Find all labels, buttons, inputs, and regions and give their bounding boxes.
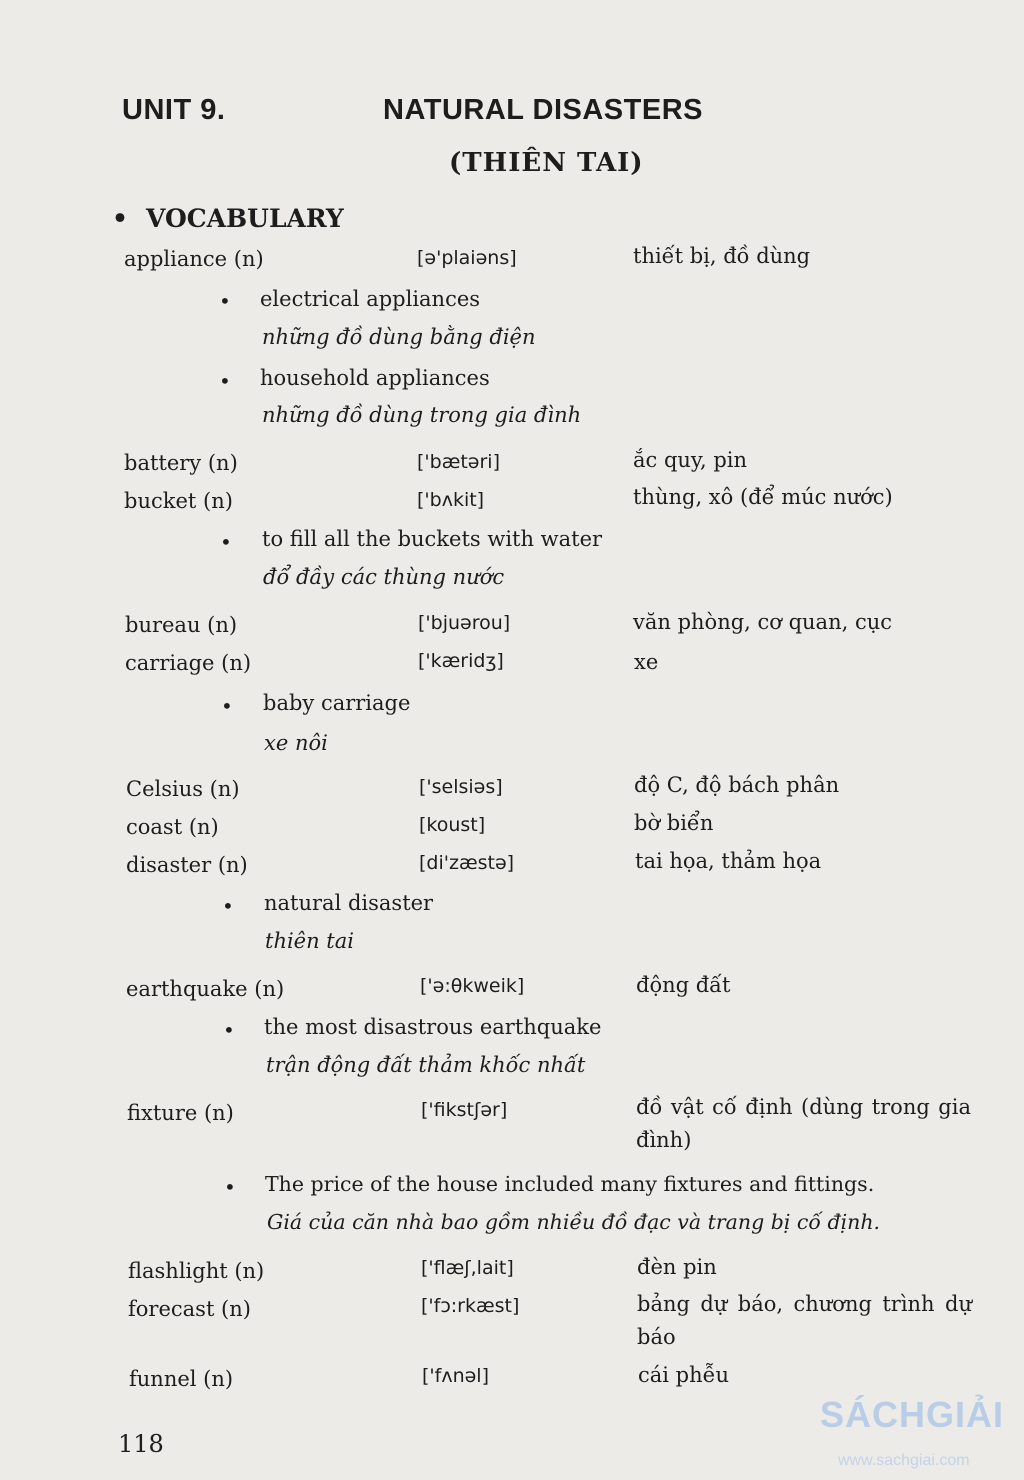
example-vi: những đồ dùng trong gia đình bbox=[262, 403, 582, 427]
example-en: electrical appliances bbox=[260, 287, 481, 311]
entry-word: forecast (n) bbox=[128, 1297, 251, 1321]
entry-phonetic: ['fikstʃər] bbox=[421, 1099, 508, 1121]
example-vi: những đồ dùng bằng điện bbox=[262, 325, 536, 349]
entry-meaning: đồ vật cố định (dùng trong gia đình) bbox=[636, 1095, 971, 1152]
entry-word: flashlight (n) bbox=[128, 1259, 265, 1283]
entry-meaning: bảng dự báo, chương trình dự báo bbox=[637, 1292, 972, 1349]
entry-phonetic: ['kæridʒ] bbox=[418, 650, 504, 672]
entry-meaning: cái phễu bbox=[638, 1363, 730, 1387]
entry-word: bureau (n) bbox=[125, 613, 238, 637]
bullet-icon: • bbox=[219, 369, 231, 393]
entry-phonetic: [koust] bbox=[419, 814, 486, 836]
entry-word: bucket (n) bbox=[124, 489, 233, 513]
bullet-icon: • bbox=[223, 1018, 235, 1042]
entry-word: disaster (n) bbox=[126, 853, 248, 877]
example-en: to fill all the buckets with water bbox=[262, 527, 603, 551]
entry-phonetic: ['bætəri] bbox=[417, 451, 500, 473]
section-heading bbox=[112, 204, 344, 233]
bullet-icon: • bbox=[221, 694, 233, 718]
entry-phonetic: ['bʌkit] bbox=[417, 489, 485, 511]
entry-meaning: ắc quy, pin bbox=[633, 448, 748, 472]
example-vi: xe nôi bbox=[264, 731, 328, 755]
entry-meaning: động đất bbox=[636, 973, 731, 997]
entry-word: fixture (n) bbox=[127, 1101, 234, 1125]
example-en: baby carriage bbox=[263, 691, 411, 715]
entry-word: coast (n) bbox=[126, 815, 219, 839]
entry-word: battery (n) bbox=[124, 451, 238, 475]
example-en: natural disaster bbox=[264, 891, 434, 915]
entry-word: carriage (n) bbox=[125, 651, 252, 675]
example-en: household appliances bbox=[260, 366, 490, 390]
unit-number: UNIT 9. bbox=[122, 94, 226, 126]
entry-meaning: tai họa, thảm họa bbox=[635, 849, 822, 873]
bullet-icon: • bbox=[220, 530, 232, 554]
example-en: the most disastrous earthquake bbox=[264, 1015, 602, 1039]
bullet-icon: • bbox=[224, 1175, 236, 1199]
unit-title: NATURAL DISASTERS bbox=[383, 94, 703, 126]
entry-phonetic: ['fʌnəl] bbox=[422, 1365, 489, 1387]
entry-phonetic: ['selsiəs] bbox=[419, 776, 503, 798]
example-en: The price of the house included many fixtures and fittings. bbox=[265, 1172, 875, 1196]
entry-meaning: xe bbox=[634, 650, 659, 674]
entry-meaning: văn phòng, cơ quan, cục bbox=[633, 610, 893, 634]
page-number: 118 bbox=[118, 1430, 164, 1458]
entry-phonetic: ['flæʃ,lait] bbox=[421, 1257, 514, 1279]
entry-meaning: thiết bị, đồ dùng bbox=[633, 244, 811, 268]
entry-phonetic: ['ə:θkweik] bbox=[420, 975, 525, 997]
entry-phonetic: ['fɔ:rkæst] bbox=[421, 1295, 520, 1317]
entry-meaning: độ C, độ bách phân bbox=[634, 773, 840, 797]
bullet-icon: • bbox=[112, 204, 128, 233]
entry-meaning: thùng, xô (để múc nước) bbox=[633, 485, 893, 509]
entry-phonetic: [di'zæstə] bbox=[419, 852, 515, 874]
example-vi: thiên tai bbox=[265, 929, 354, 953]
entry-word: appliance (n) bbox=[124, 247, 264, 271]
bullet-icon: • bbox=[222, 894, 234, 918]
watermark-logo: SÁCHGIẢI bbox=[820, 1394, 1005, 1435]
unit-subtitle: (THIÊN TAI) bbox=[449, 148, 644, 178]
entry-word: earthquake (n) bbox=[126, 977, 285, 1001]
entry-word: Celsius (n) bbox=[126, 777, 240, 801]
example-vi: trận động đất thảm khốc nhất bbox=[266, 1053, 586, 1077]
example-vi: Giá của căn nhà bao gồm nhiều đồ đạc và trang bị cố định. bbox=[267, 1210, 881, 1234]
entry-meaning: đèn pin bbox=[637, 1255, 717, 1279]
entry-phonetic: ['bjuərou] bbox=[418, 612, 511, 634]
entry-meaning: bờ biển bbox=[634, 811, 714, 835]
example-vi: đổ đầy các thùng nước bbox=[263, 565, 505, 589]
section-label: VOCABULARY bbox=[145, 204, 344, 233]
bullet-icon: • bbox=[219, 289, 231, 313]
entry-phonetic: [ə'plaiəns] bbox=[417, 247, 517, 269]
watermark-url: www.sachgiai.com bbox=[838, 1452, 970, 1469]
entry-word: funnel (n) bbox=[129, 1367, 234, 1391]
